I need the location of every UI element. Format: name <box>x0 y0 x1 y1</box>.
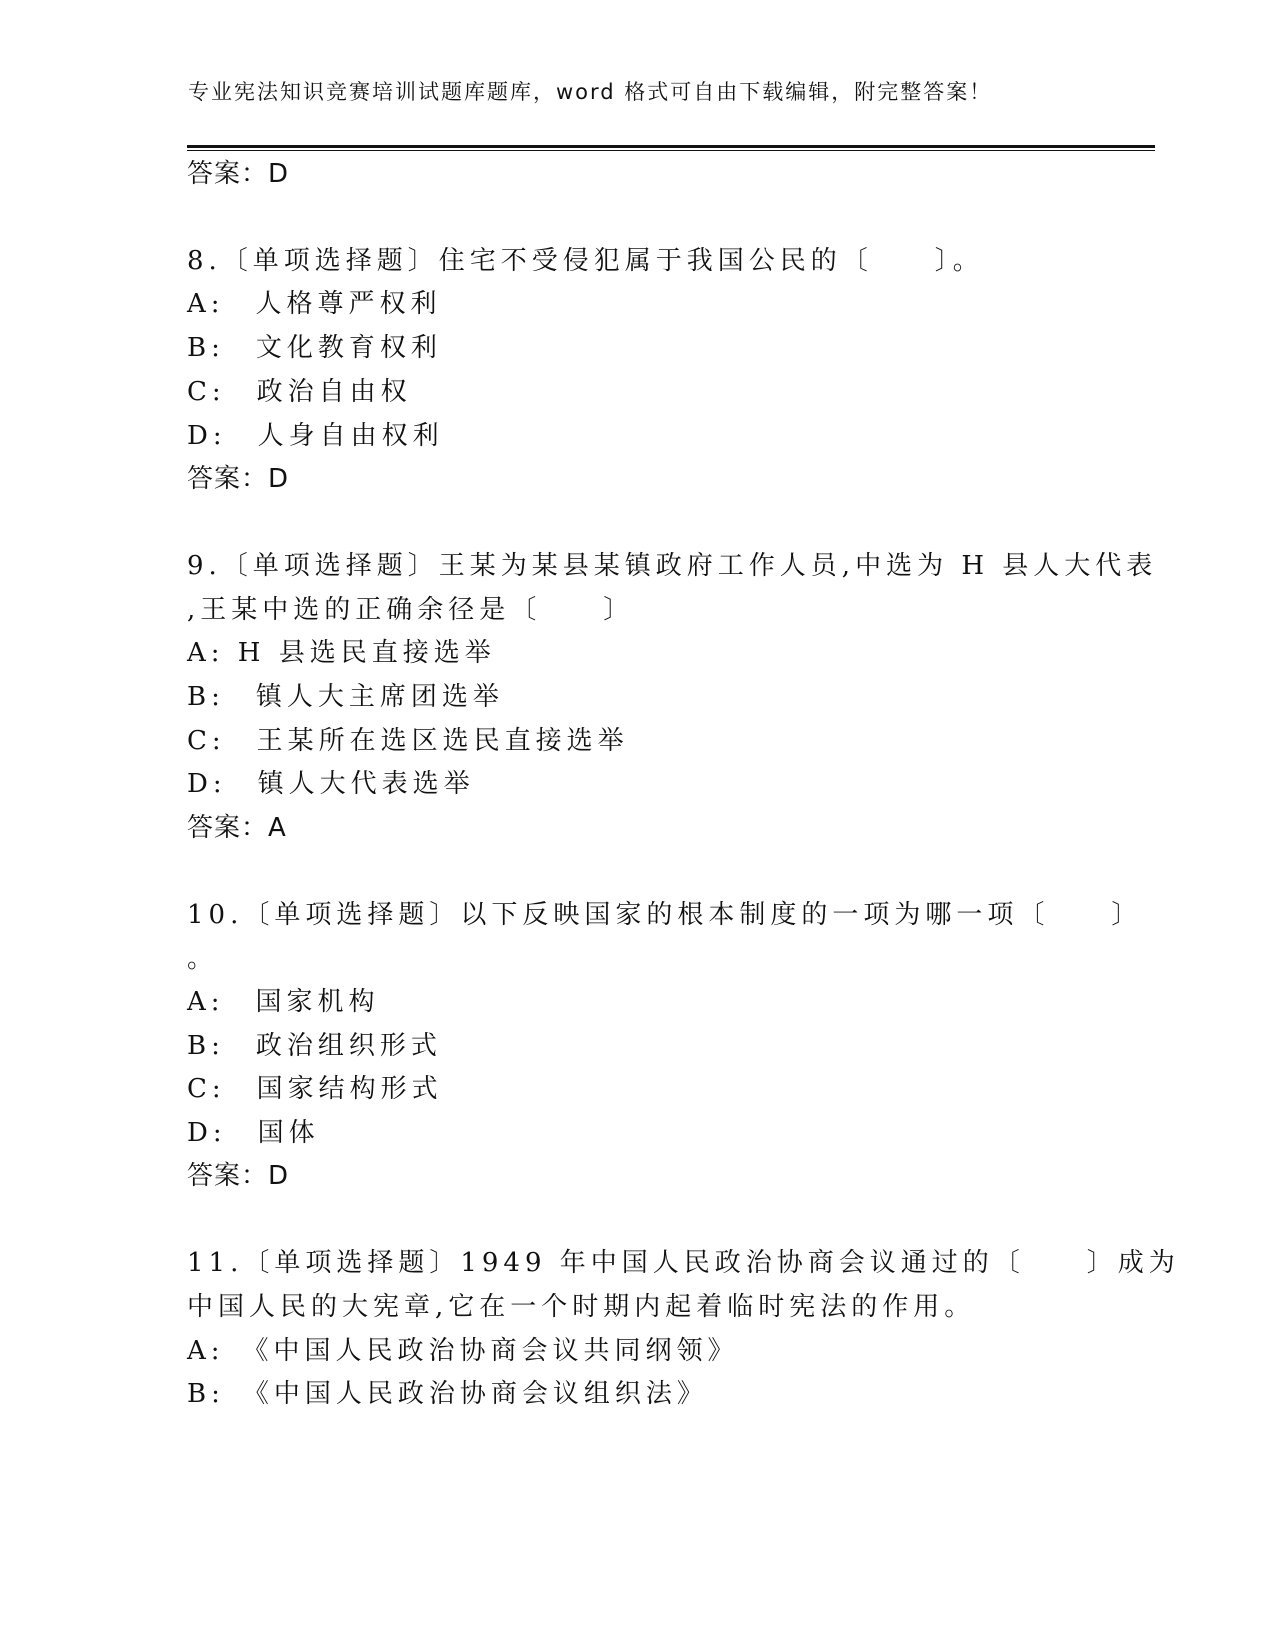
question-8-option-a: A: 人格尊严权利 <box>187 289 442 319</box>
question-9-option-a: A: H 县选民直接选举 <box>187 638 496 668</box>
question-11-option-a: A: 《中国人民政治协商会议共同纲领》 <box>187 1336 739 1366</box>
question-9-option-b: B: 镇人大主席团选举 <box>187 682 504 712</box>
question-8-answer: 答案：D <box>187 464 290 494</box>
question-9-option-d: D: 镇人大代表选举 <box>187 769 475 799</box>
question-10-text: 10.〔单项选择题〕以下反映国家的根本制度的一项为哪一项〔 〕 <box>187 900 1143 930</box>
question-10-option-c: C: 国家结构形式 <box>187 1074 443 1104</box>
question-11-option-b: B: 《中国人民政治协商会议组织法》 <box>187 1379 708 1409</box>
question-9-option-c: C: 王某所在选区选民直接选举 <box>187 726 629 756</box>
question-8-option-d: D: 人身自由权利 <box>187 421 444 451</box>
question-10-text-cont: 。 <box>187 944 219 974</box>
question-8-text: 8.〔单项选择题〕住宅不受侵犯属于我国公民的〔 〕。 <box>187 246 984 276</box>
header-rule-thin <box>187 150 1155 151</box>
question-10-answer: 答案：D <box>187 1161 290 1191</box>
question-8-option-c: C: 政治自由权 <box>187 377 412 407</box>
question-11-text-cont: 中国人民的大宪章,它在一个时期内起着临时宪法的作用。 <box>187 1292 976 1322</box>
question-9-text-cont: ,王某中选的正确余径是〔 〕 <box>187 595 635 625</box>
question-10-option-a: A: 国家机构 <box>187 987 380 1017</box>
page-header: 专业宪法知识竞赛培训试题库题库，word 格式可自由下载编辑，附完整答案！ <box>188 80 993 104</box>
question-10-option-b: B: 政治组织形式 <box>187 1031 442 1061</box>
question-9-text: 9.〔单项选择题〕王某为某县某镇政府工作人员,中选为 H 县人大代表 <box>187 551 1158 581</box>
question-11-text: 11.〔单项选择题〕1949 年中国人民政治协商会议通过的〔 〕成为 <box>187 1248 1180 1278</box>
previous-answer: 答案：D <box>187 159 290 189</box>
question-10-option-d: D: 国体 <box>187 1118 320 1148</box>
question-8-option-b: B: 文化教育权利 <box>187 333 442 363</box>
question-9-answer: 答案：A <box>187 813 287 843</box>
header-rule-thick <box>187 145 1155 148</box>
